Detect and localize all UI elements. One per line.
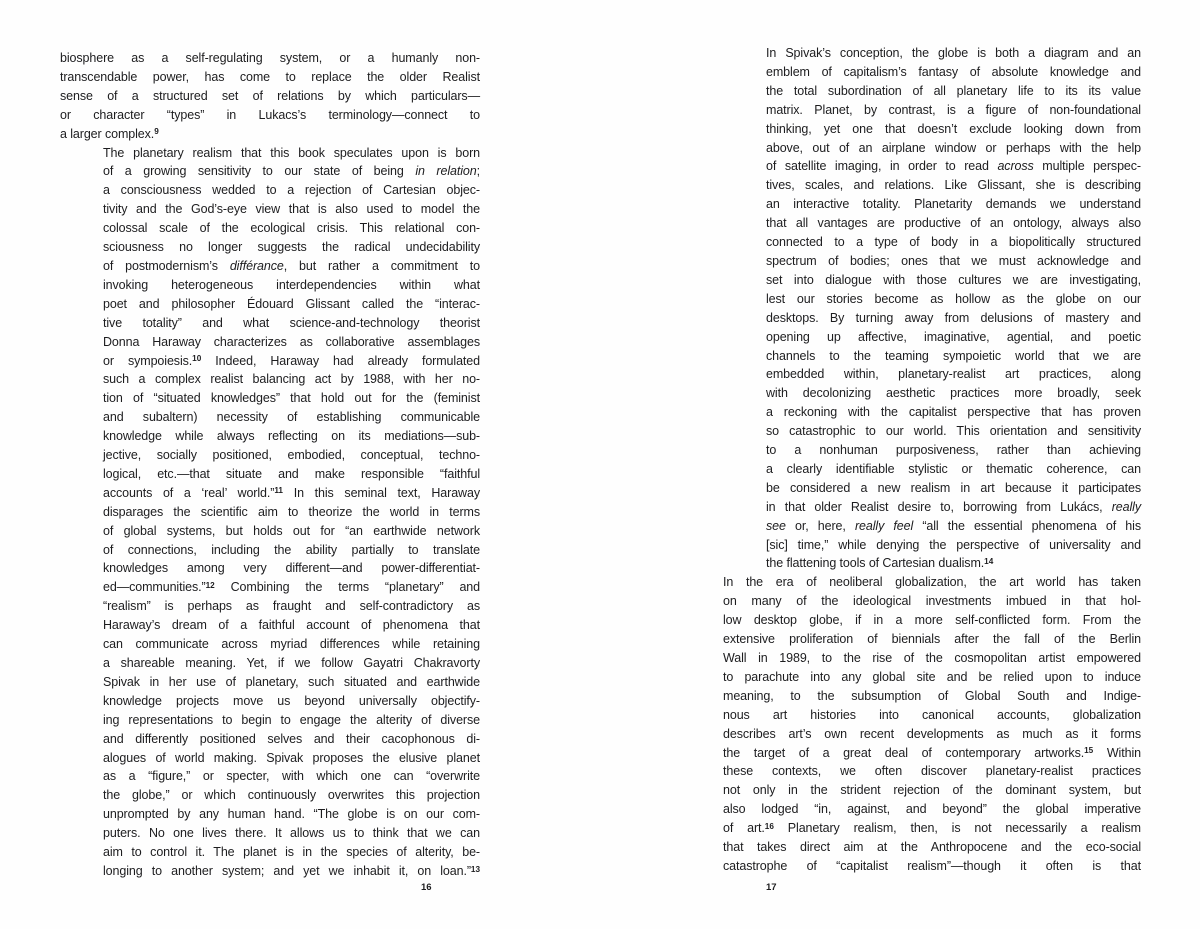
- text-line: spectrum of bodies; ones that we must acknowledge and: [766, 253, 1141, 268]
- text-line: of satellite imaging, in order to read across multiple perspec-: [766, 159, 1141, 174]
- right-text-column: [723, 44, 1141, 876]
- footnote-reference: 15: [1084, 746, 1094, 756]
- text-line: In Spivak’s conception, the globe is both a diagram and an: [766, 46, 1141, 60]
- text-line: [sic] time,” while denying the perspective of universality and: [766, 537, 1141, 552]
- text-line: that takes direct aim at the Anthropocene and the eco-social: [723, 840, 1141, 855]
- text-line: as a “figure,” or specter, with which one can “overwrite: [103, 769, 480, 784]
- text-line: poet and philosopher Édouard Glissant called the “interac-: [103, 296, 480, 311]
- page-right: [723, 44, 1141, 876]
- text-line: a clearly identifiable stylistic or thematic coherence, can: [766, 461, 1141, 476]
- text-line: see or, here, really feel “all the essential phenomena of his: [766, 518, 1141, 533]
- text-line: a reckoning with the capitalist perspective that has proven: [766, 405, 1141, 420]
- footnote-reference: 11: [274, 486, 283, 496]
- text-line: matrix. Planet, by contrast, is a figure of non-foundational: [766, 102, 1141, 117]
- text-line: channels to the teaming sympoietic world that we are: [766, 348, 1141, 363]
- text-line: Haraway’s dream of a faithful account of phenomena that: [103, 618, 480, 633]
- page-left: [60, 49, 480, 881]
- text-line: knowledge while always reflecting on its mediations—sub-: [103, 429, 480, 444]
- text-line: nous art histories into canonical accounts, globalization: [723, 707, 1141, 722]
- text-line: not only in the strident rejection of the dominant system, but: [723, 783, 1141, 798]
- text-line: of art.$^{16}$ Planetary realism, then, is not necessarily a realism: [723, 821, 1141, 836]
- text-line: can communicate across myriad differences while retaining: [103, 637, 480, 652]
- text-line: the target of a great deal of contemporary artworks.$^{15}$ Within: [723, 745, 1141, 760]
- paragraph: [103, 144, 480, 881]
- paragraph: [60, 49, 480, 144]
- text-line: knowledge projects move us beyond universally objectify-: [103, 693, 480, 708]
- text-line: the globe,” or which continuously overwrites this projection: [103, 788, 480, 803]
- text-line: ed—communities.”$^{12}$ Combining the terms “planetary” and: [103, 580, 480, 595]
- text-line: the flattening tools of Cartesian dualism.$^{14}$: [766, 556, 994, 571]
- text-line: and differently positioned selves and their cacophonous di-: [103, 731, 480, 746]
- text-line: aim to control it. The planet is in the species of alterity, be-: [103, 845, 480, 860]
- footnote-reference: 12: [205, 580, 215, 590]
- text-line: In the era of neoliberal globalization, the art world has taken: [723, 575, 1141, 590]
- footnote-reference: 10: [192, 354, 202, 364]
- text-line: that all vantages are productive of an ontology, always also: [766, 216, 1141, 231]
- text-line: alogues of world making. Spivak proposes the elusive planet: [103, 750, 480, 765]
- text-line: of connections, including the ability partially to translate: [103, 542, 480, 557]
- page-number-left: 16: [421, 882, 432, 893]
- text-line: disparages the scientific aim to theorize the world in terms: [103, 504, 480, 519]
- text-line: opening up affective, imaginative, agential, and poetic: [766, 329, 1141, 344]
- text-line: of postmodernism’s différance, but rather a commitment to: [103, 258, 480, 273]
- text-line: above, out of an airplane window or perhaps with the help: [766, 140, 1141, 155]
- text-line: tive totality” and what science-and-technology theorist: [103, 315, 480, 330]
- text-line: and subaltern) necessity of establishing communicable: [103, 410, 480, 425]
- text-line: emblem of capitalism’s fantasy of absolute knowledge and: [766, 64, 1141, 79]
- text-line: transcendable power, has come to replace the older Realist: [60, 69, 480, 84]
- text-line: so catastrophic to our world. This orientation and sensitivity: [766, 424, 1141, 439]
- text-line: unprompted by any human hand. “The globe is on our com-: [103, 807, 480, 822]
- left-text-column: [60, 49, 480, 881]
- text-line: embedded within, planetary-realist art practices, along: [766, 367, 1141, 382]
- text-line: connected to a type of body in a biopolitically structured: [766, 235, 1141, 250]
- text-line: describes art’s own recent developments as much as it forms: [723, 726, 1141, 741]
- text-line: Wall in 1989, to the rise of the cosmopolitan artist empowered: [723, 651, 1141, 665]
- text-line: “realism” is perhaps as fraught and self-contradictory as: [103, 599, 480, 614]
- text-line: sense of a structured set of relations by which particulars—: [60, 88, 480, 103]
- text-line: The planetary realism that this book speculates upon is born: [103, 145, 480, 160]
- text-line: a larger complex.$^9$: [60, 126, 159, 141]
- page-number-right: 17: [766, 882, 777, 893]
- text-line: biosphere as a self-regulating system, or a humanly non-: [60, 51, 480, 65]
- text-line: Spivak in her use of planetary, such situated and earthwide: [103, 674, 480, 689]
- text-line: tives, scales, and relations. Like Glissant, she is describing: [766, 178, 1141, 193]
- text-line: meaning, to the subsumption of Global South and Indige-: [723, 688, 1141, 703]
- text-line: a shareable meaning. Yet, if we follow Gayatri Chakravorty: [103, 656, 480, 670]
- text-line: of global systems, but holds out for “an earthwide network: [103, 523, 480, 538]
- text-line: on many of the ideological investments imbued in that hol-: [723, 594, 1141, 609]
- footnote-reference: 13: [470, 864, 480, 874]
- text-line: a consciousness wedded to a rejection of Cartesian objec-: [103, 183, 480, 198]
- footnote-reference: 14: [984, 557, 994, 567]
- text-line: low desktop globe, if in a more self-conflicted form. From the: [723, 613, 1141, 628]
- text-line: or sympoiesis.$^{10}$ Indeed, Haraway had already formulated: [103, 353, 481, 368]
- paragraph: [723, 573, 1141, 876]
- text-line: ing representations to begin to engage the alterity of diverse: [103, 712, 480, 727]
- text-line: in that older Realist desire to, borrowing from Lukács, really: [766, 499, 1141, 514]
- text-line: longing to another system; and yet we inhabit it, on loan.”$^{13}$: [103, 863, 480, 878]
- text-line: thinking, yet one that doesn’t exclude looking down from: [766, 121, 1141, 136]
- text-line: tivity and the God’s-eye view that is also used to model the: [103, 202, 480, 217]
- text-line: desktops. By turning away from delusions of mastery and: [766, 310, 1141, 325]
- text-line: to a nonhuman purposiveness, rather than achieving: [766, 443, 1141, 458]
- text-line: these contexts, we often discover planetary-realist practices: [723, 764, 1141, 779]
- text-line: to parachute into any global site and be relied upon to induce: [723, 669, 1141, 684]
- paragraph: [766, 44, 1141, 573]
- text-line: jective, socially positioned, embodied, conceptual, techno-: [103, 448, 480, 463]
- text-line: logical, etc.—that situate and make responsible “faithful: [103, 466, 480, 481]
- text-line: the total subordination of all planetary life to its its value: [766, 83, 1141, 98]
- text-line: with decolonizing aesthetic practices more broadly, seek: [766, 386, 1141, 401]
- text-line: of a growing sensitivity to our state of being in relation;: [103, 164, 480, 179]
- text-line: accounts of a ‘real’ world.”$^{11}$ In this seminal text, Haraway: [103, 485, 480, 500]
- text-line: sciousness no longer suggests the radical undecidability: [103, 240, 480, 255]
- text-line: be considered a new realism in art because it participates: [766, 480, 1141, 495]
- text-line: knowledges among very different—and power-differentiat-: [103, 561, 480, 576]
- text-line: lest our stories become as hollow as the globe on our: [766, 291, 1141, 306]
- text-line: invoking heterogeneous interdependencies within what: [103, 277, 480, 292]
- text-line: an interactive totality. Planetarity demands we understand: [766, 197, 1141, 212]
- text-line: set into dialogue with those cultures we are investigating,: [766, 272, 1141, 287]
- text-line: also lodged “in, against, and beyond” the global imperative: [723, 802, 1141, 817]
- text-line: such a complex realist balancing act by 1988, with her no-: [103, 372, 480, 387]
- footnote-reference: 16: [764, 821, 774, 831]
- text-line: extensive proliferation of biennials after the fall of the Berlin: [723, 632, 1141, 647]
- text-line: catastrophe of “capitalist realism”—though it often is that: [723, 858, 1141, 873]
- text-line: or character “types” in Lukacs’s terminology—connect to: [60, 107, 480, 122]
- footnote-reference: 9: [154, 127, 159, 137]
- text-line: colossal scale of the ecological crisis. This relational con-: [103, 221, 480, 236]
- text-line: tion of “situated knowledges” that hold out for the (feminist: [103, 391, 480, 406]
- text-line: Donna Haraway characterizes as collaborative assemblages: [103, 334, 480, 349]
- text-line: puters. No one lives there. It allows us to think that we can: [103, 826, 480, 841]
